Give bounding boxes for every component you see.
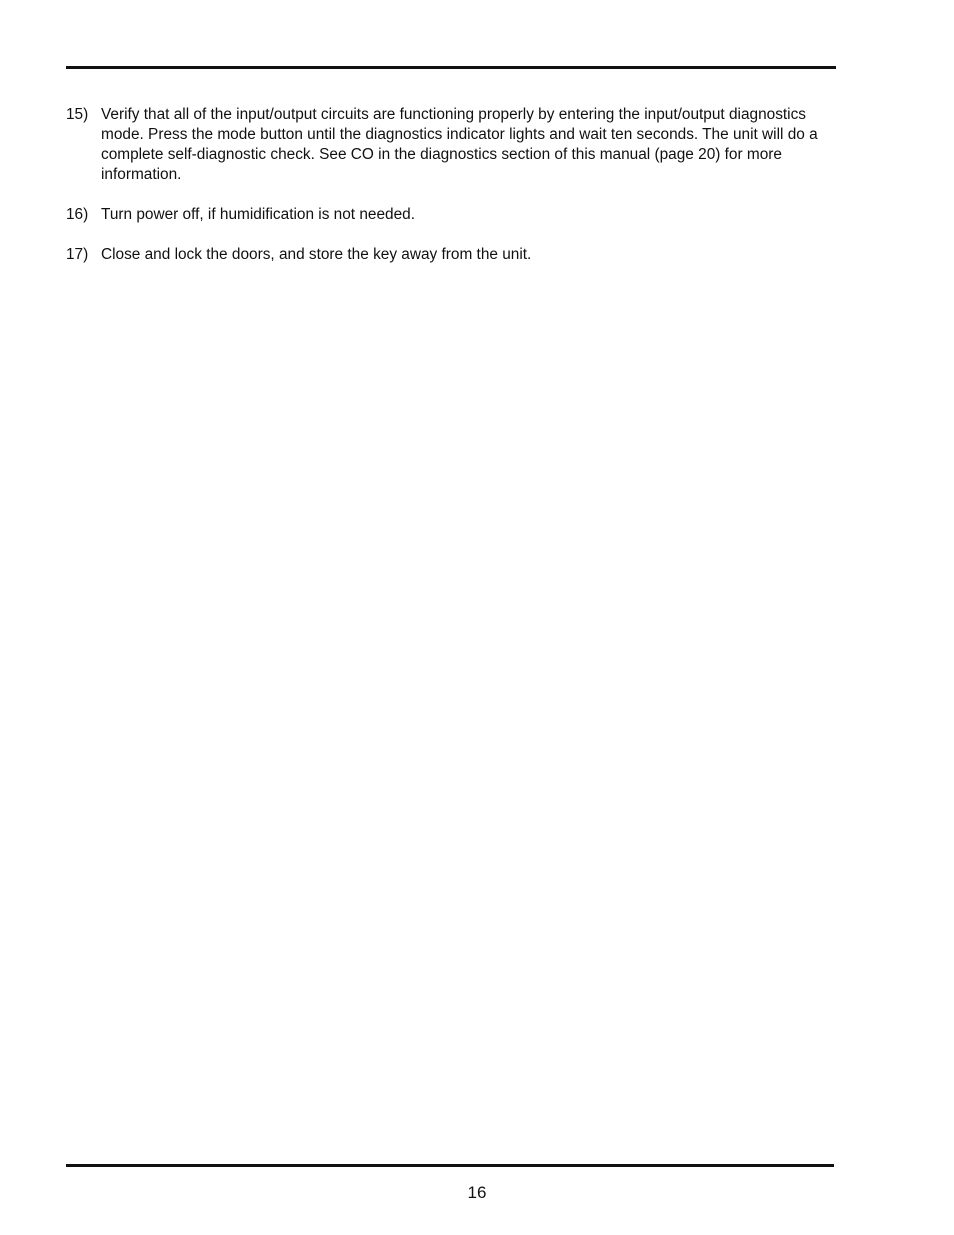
step-number: 15) [66, 106, 89, 123]
step-number: 16) [66, 206, 89, 223]
step-text: Verify that all of the input/output circuits are functioning properly by entering the input/output diagnostics mode. Press the mode button until the diagnostics indicator lights and wait ten seconds. The unit will do a complete self-diagnostic check. See CO in the diagnostics section of this manual (page 20) for more information. [101, 106, 818, 183]
step-15 [66, 105, 836, 185]
header-rule [66, 66, 836, 69]
step-number: 17) [66, 246, 89, 263]
instruction-steps [66, 105, 836, 285]
step-17 [66, 245, 836, 265]
step-text: Close and lock the doors, and store the key away from the unit. [101, 246, 532, 263]
step-text: Turn power off, if humidification is not needed. [101, 206, 415, 223]
step-16 [66, 205, 836, 225]
page-number: 16 [467, 1183, 487, 1202]
footer-rule [66, 1164, 834, 1167]
